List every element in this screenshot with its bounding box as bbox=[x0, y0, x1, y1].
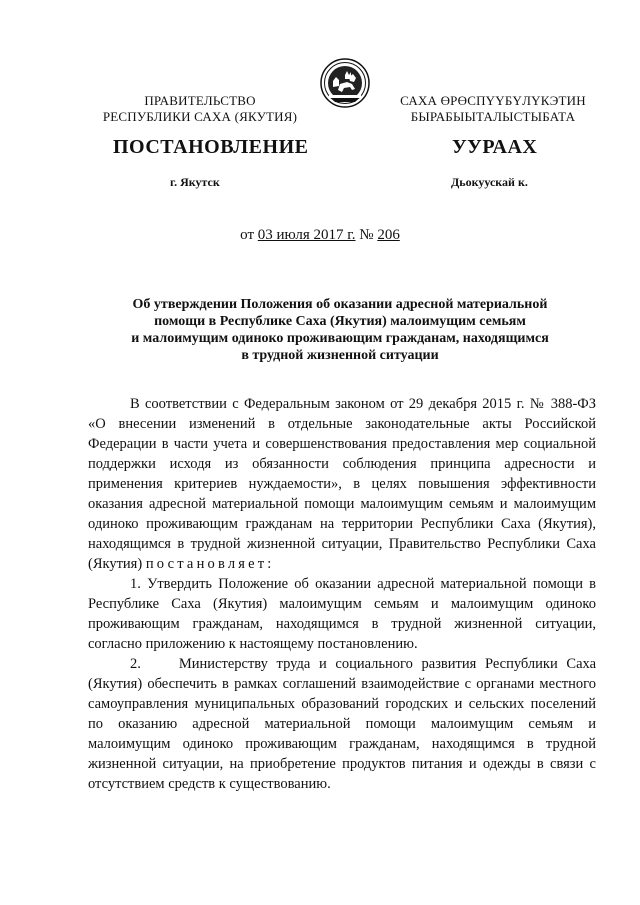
government-name-sakha bbox=[378, 93, 608, 125]
title-line: в трудной жизненной ситуации bbox=[241, 348, 439, 363]
doc-type-sakha: УУРААХ bbox=[452, 136, 538, 158]
city-sakha: Дьокуускай к. bbox=[451, 175, 528, 189]
item-2-text: Министерству труда и социального развития Республики Саха (Якутия) обеспечить в рамках соглашений взаимодействие с органами местного самоуправления муниципальных образований городских и сельских поселений по оказанию адресной материальной помощи малоимущим семьям и малоимущим одиноко проживающим гражданам, находящимся в трудной жизненной ситуации, на приобретение продуктов питания и одежды в связи с отсутствием средств к существованию. bbox=[88, 656, 596, 792]
org-line: РЕСПУБЛИКИ САХА (ЯКУТИЯ) bbox=[102, 109, 298, 124]
title-line: помощи в Республике Саха (Якутия) малоимущим семьям bbox=[154, 314, 526, 329]
decree-word: постановляет: bbox=[145, 556, 275, 572]
government-name-ru bbox=[85, 93, 315, 125]
title-line: и малоимущим одиноко проживающим гражданам, находящимся bbox=[131, 331, 549, 346]
document-date: 03 июля 2017 г. bbox=[257, 227, 356, 243]
org-line: ПРАВИТЕЛЬСТВО bbox=[144, 93, 256, 108]
org-line: БЫРАБЫЫТАЛЫСТЫБАТА bbox=[410, 109, 576, 124]
city-ru: г. Якутск bbox=[170, 175, 220, 189]
number-sign: № bbox=[355, 227, 378, 243]
date-number-line bbox=[0, 227, 640, 244]
date-prefix: от bbox=[240, 227, 258, 243]
doc-type-ru: ПОСТАНОВЛЕНИЕ bbox=[113, 136, 309, 158]
org-line: САХА ӨРӨСПҮҮБҮЛҮКЭТИН bbox=[400, 93, 586, 108]
document-number: 206 bbox=[377, 227, 400, 243]
document-title bbox=[100, 296, 580, 364]
item-2-number: 2. bbox=[130, 656, 141, 672]
intro-paragraph bbox=[88, 394, 596, 574]
intro-text: В соответствии с Федеральным законом от 29 декабря 2015 г. № 388-ФЗ «О внесении изменений в отдельные законодательные акты Российской Федерации в части учета и совершенствования предоставления мер социальной поддержки исходя из обязанности соблюдения принципа адресности и применения критериев нуждаемости», в целях повышения эффективности оказания адресной материальной помощи малоимущим семьям и малоимущим одиноко проживающим гражданам на территории Республики Саха (Якутия), находящимся в трудной жизненной ситуации, Правительство Республики Саха (Якутия) bbox=[88, 396, 596, 572]
coat-of-arms-icon bbox=[319, 57, 371, 109]
item-2-paragraph bbox=[88, 654, 596, 794]
item-1-paragraph: 1. Утвердить Положение об оказании адресной материальной помощи в Республике Саха (Якутия) малоимущим семьям и малоимущим одиноко проживающим гражданам, находящимся в трудной жизненной ситуации, согласно приложению к настоящему постановлению. bbox=[88, 576, 596, 652]
document-body bbox=[88, 394, 596, 794]
title-line: Об утверждении Положения об оказании адресной материальной bbox=[132, 297, 548, 312]
